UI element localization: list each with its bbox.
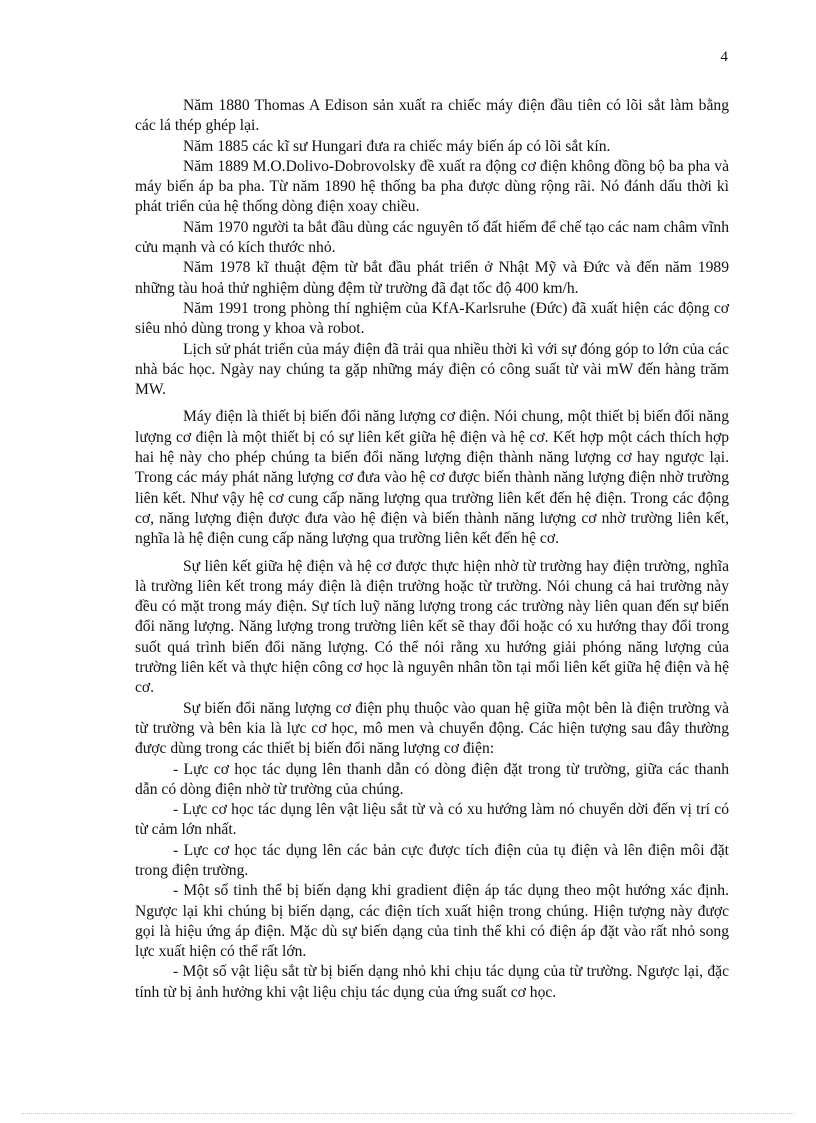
paragraph-dobrovolsky-1889: Năm 1889 M.O.Dolivo-Dobrovolsky đề xuất ra động cơ điện không đồng bộ ba pha và máy biến áp ba pha. Từ năm 1890 hệ thống ba pha được dùng rộng rãi. Nó đánh dấu thời kì phát triển của hệ thống dòng điện xoay chiều. xyxy=(135,157,729,216)
list-item: - Một số tinh thể bị biến dạng khi gradient điện áp tác dụng theo một hướng xác định. Ngược lại khi chúng bị biến dạng, các điện tích xuất hiện trong chúng. Hiện tượng này được gọi là hiệu ứng áp điện. Mặc dù sự biến dạng của tinh thể khi có điện áp đặt vào rất nhỏ song lực xuất hiện có thể rất lớn. xyxy=(135,882,729,961)
document-body xyxy=(135,96,729,1003)
list-item: - Lực cơ học tác dụng lên vật liệu sắt từ và có xu hướng làm nó chuyển dời đến vị trí có từ cảm lớn nhất. xyxy=(135,801,729,839)
list-item: - Một số vật liệu sắt từ bị biến dạng nhỏ khi chịu tác dụng của từ trường. Ngược lại, đặc tính từ bị ảnh hưởng khi vật liệu chịu tác dụng của ứng suất cơ học. xyxy=(135,963,729,1001)
paragraph-history-summary: Lịch sử phát triển của máy điện đã trải qua nhiều thời kì với sự đóng góp to lớn của các nhà bác học. Ngày nay chúng ta gặp những máy điện có công suất từ vài mW đến hàng trăm MW. xyxy=(135,340,729,399)
list-item: - Lực cơ học tác dụng lên thanh dẫn có dòng điện đặt trong từ trường, giữa các thanh dẫn có dòng điện nhờ từ trường của chúng. xyxy=(135,760,729,798)
paragraph-maglev-1978: Năm 1978 kĩ thuật đệm từ bắt đầu phát triển ở Nhật Mỹ và Đức và đến năm 1989 những tàu hoả thử nghiệm dùng đệm từ trường đã đạt tốc độ 400 km/h. xyxy=(135,259,729,297)
list-item: - Lực cơ học tác dụng lên các bản cực được tích điện của tụ điện và lên điện môi đặt trong điện trường. xyxy=(135,841,729,879)
paragraph-hungari-1885: Năm 1885 các kĩ sư Hungari đưa ra chiếc máy biến áp có lõi sắt kín. xyxy=(183,137,611,155)
paragraph-rare-earth-1970: Năm 1970 người ta bắt đầu dùng các nguyên tố đất hiếm để chế tạo các nam châm vĩnh cửu mạnh và có kích thước nhỏ. xyxy=(135,218,729,257)
paragraph-edison-1880: Năm 1880 Thomas A Edison sản xuất ra chiếc máy điện đầu tiên có lõi sắt làm bằng các lá thép ghép lại. xyxy=(135,97,729,135)
paragraph-coupling-field: Sự liên kết giữa hệ điện và hệ cơ được thực hiện nhờ từ trường hay điện trường, nghĩa là trường liên kết trong máy điện là điện trường hoặc từ trường. Nói chung cả hai trường này đều có mặt trong máy điện. Sự tích luỹ năng lượng trong các trường này liên quan đến sự biến đổi năng lượng. Năng lượng trong trường liên kết sẽ thay đổi hoặc có xu hướng thay đổi trong suốt quá trình biến đổi năng lượng. Có thể nói rằng xu hướng giải phóng năng lượng của trường liên kết và thực hiện công cơ học là nguyên nhân tồn tại mối liên kết giữa hệ điện và hệ cơ. xyxy=(135,557,729,697)
page-number: 4 xyxy=(720,49,728,65)
paragraph-karlsruhe-1991: Năm 1991 trong phòng thí nghiệm của KfA-Karlsruhe (Đức) đã xuất hiện các động cơ siêu nhỏ dùng trong y khoa và robot. xyxy=(135,299,729,338)
page-bottom-divider xyxy=(22,1113,794,1114)
paragraph-machine-definition: Máy điện là thiết bị biến đổi năng lượng cơ điện. Nói chung, một thiết bị biến đổi năng lượng cơ điện là một thiết bị có sự liên kết giữa hệ điện và hệ cơ. Kết hợp một cách thích hợp hai hệ này cho phép chúng ta biến đổi năng lượng điện thành năng lượng cơ hay ngược lại. Trong các máy phát năng lượng cơ đưa vào hệ cơ được biến thành năng lượng điện nhờ trường liên kết. Như vậy hệ cơ cung cấp năng lượng qua trường liên kết đến hệ điện. Trong các động cơ, năng lượng điện được đưa vào hệ điện và biến thành năng lượng cơ nhờ trường liên kết, nghĩa là hệ điện cung cấp năng lượng qua trường liên kết đến hệ cơ. xyxy=(135,408,729,548)
paragraph-phenomena-intro: Sự biến đổi năng lượng cơ điện phụ thuộc vào quan hệ giữa một bên là điện trường và từ trường và bên kia là lực cơ học, mô men và chuyển động. Các hiện tượng sau đây thường được dùng trong các thiết bị biến đổi năng lượng cơ điện: xyxy=(135,699,729,758)
